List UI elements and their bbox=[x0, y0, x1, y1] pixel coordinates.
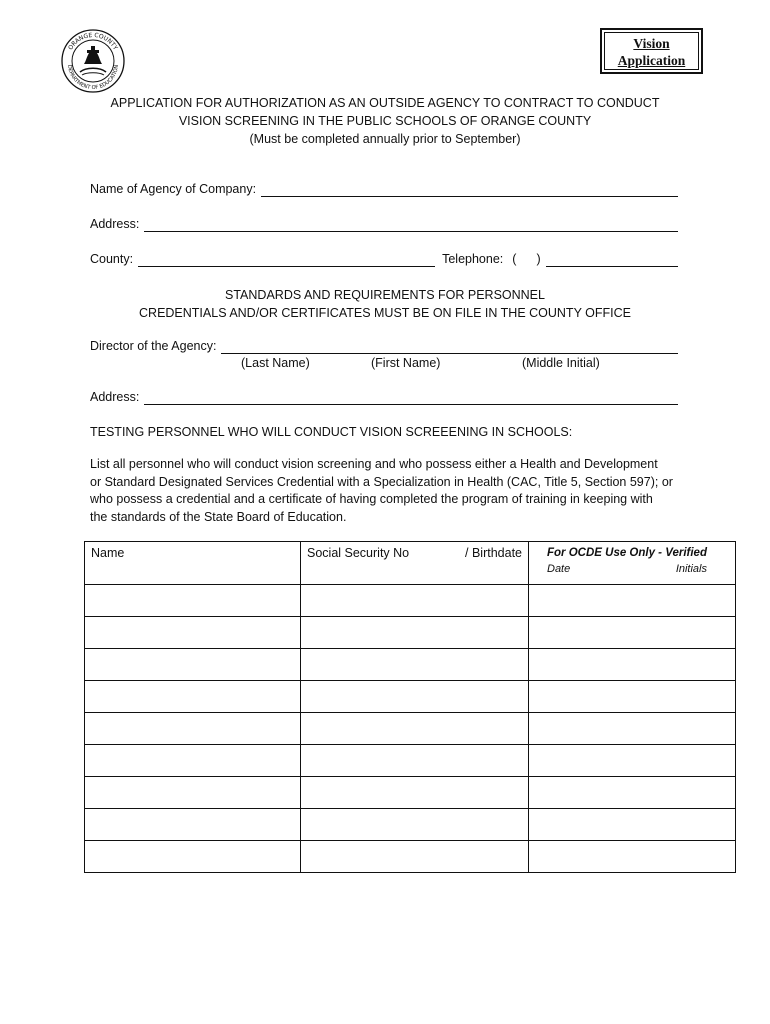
ocde-title: For OCDE Use Only - Verified bbox=[547, 547, 707, 559]
ssn-birthdate-cell[interactable] bbox=[301, 809, 529, 841]
ssn-birthdate-cell[interactable] bbox=[301, 713, 529, 745]
instructions-paragraph bbox=[90, 456, 680, 526]
instructions-line-1: List all personnel who will conduct vision screening and who possess either a Health and Development bbox=[90, 457, 658, 471]
ssn-birthdate-cell[interactable] bbox=[301, 745, 529, 777]
instructions-line-3: who possess a credential and a certificate of having completed the program of training in keeping with bbox=[90, 492, 653, 506]
badge-line-2: Application bbox=[617, 53, 686, 68]
director-address-label: Address: bbox=[90, 390, 140, 404]
table-row bbox=[85, 745, 736, 777]
director-row bbox=[90, 338, 678, 354]
ssn-header: Social Security No bbox=[307, 546, 410, 560]
ssn-birthdate-cell[interactable] bbox=[301, 681, 529, 713]
ocde-verified-cell[interactable] bbox=[529, 681, 736, 713]
director-address-field[interactable] bbox=[144, 393, 678, 405]
ocde-initials-label: Initials bbox=[675, 563, 707, 575]
table-row bbox=[85, 841, 736, 873]
name-cell[interactable] bbox=[85, 777, 301, 809]
telephone-open-paren: ( bbox=[512, 252, 517, 266]
ocde-verified-cell[interactable] bbox=[529, 713, 736, 745]
address-label: Address: bbox=[90, 217, 140, 231]
name-cell[interactable] bbox=[85, 649, 301, 681]
first-name-caption: (First Name) bbox=[371, 356, 441, 370]
county-telephone-row bbox=[90, 251, 678, 267]
title-line-1: APPLICATION FOR AUTHORIZATION AS AN OUTSIDE AGENCY TO CONTRACT TO CONDUCT bbox=[110, 96, 660, 110]
name-cell[interactable] bbox=[85, 745, 301, 777]
standards-line-2: CREDENTIALS AND/OR CERTIFICATES MUST BE ON FILE IN THE COUNTY OFFICE bbox=[139, 306, 631, 320]
standards-line-1: STANDARDS AND REQUIREMENTS FOR PERSONNEL bbox=[225, 288, 545, 302]
name-cell[interactable] bbox=[85, 617, 301, 649]
name-cell[interactable] bbox=[85, 585, 301, 617]
ocde-verified-cell[interactable] bbox=[529, 841, 736, 873]
ssn-birthdate-cell[interactable] bbox=[301, 777, 529, 809]
ocde-date-label: Date bbox=[547, 563, 571, 575]
director-address-row bbox=[90, 389, 678, 405]
last-name-caption: (Last Name) bbox=[241, 356, 310, 370]
title-line-2: VISION SCREENING IN THE PUBLIC SCHOOLS OF ORANGE COUNTY bbox=[178, 114, 592, 128]
name-cell[interactable] bbox=[85, 841, 301, 873]
birthdate-header: / Birthdate bbox=[465, 546, 522, 560]
ocde-verified-cell[interactable] bbox=[529, 745, 736, 777]
county-field[interactable] bbox=[138, 255, 435, 267]
table-row bbox=[85, 617, 736, 649]
telephone-close-paren: ) bbox=[536, 252, 541, 266]
director-label: Director of the Agency: bbox=[90, 339, 217, 353]
agency-name-row bbox=[90, 181, 678, 197]
table-header-row bbox=[85, 542, 736, 585]
name-cell[interactable] bbox=[85, 681, 301, 713]
middle-initial-caption: (Middle Initial) bbox=[522, 356, 600, 370]
director-field[interactable] bbox=[221, 342, 678, 354]
county-seal-logo bbox=[60, 28, 126, 94]
form-title bbox=[0, 94, 770, 148]
county-label: County: bbox=[90, 252, 134, 266]
agency-name-field[interactable] bbox=[261, 185, 678, 197]
ssn-birthdate-cell[interactable] bbox=[301, 617, 529, 649]
standards-heading bbox=[0, 286, 770, 322]
ocde-verified-cell[interactable] bbox=[529, 585, 736, 617]
table-row bbox=[85, 585, 736, 617]
name-cell[interactable] bbox=[85, 809, 301, 841]
table-row bbox=[85, 809, 736, 841]
seal-bottom-text: DEPARTMENT OF EDUCATION bbox=[65, 64, 121, 92]
ssn-birthdate-header bbox=[301, 542, 529, 585]
ocde-verified-cell[interactable] bbox=[529, 777, 736, 809]
address-row bbox=[90, 216, 678, 232]
title-line-3: (Must be completed annually prior to September) bbox=[249, 132, 521, 146]
ocde-verified-cell[interactable] bbox=[529, 617, 736, 649]
testing-personnel-heading: TESTING PERSONNEL WHO WILL CONDUCT VISION SCREEENING IN SCHOOLS: bbox=[90, 425, 573, 439]
ssn-birthdate-cell[interactable] bbox=[301, 841, 529, 873]
telephone-label: Telephone: bbox=[442, 252, 504, 266]
ocde-verified-cell[interactable] bbox=[529, 649, 736, 681]
seal-top-text: ORANGE COUNTY bbox=[67, 31, 119, 52]
table-row bbox=[85, 713, 736, 745]
table-row bbox=[85, 649, 736, 681]
name-header: Name bbox=[85, 542, 301, 585]
table-row bbox=[85, 681, 736, 713]
instructions-line-2: or Standard Designated Services Credential with a Specialization in Health (CAC, Title 5, Section 597); or bbox=[90, 474, 673, 489]
ssn-birthdate-cell[interactable] bbox=[301, 585, 529, 617]
personnel-table bbox=[84, 541, 736, 873]
ocde-header bbox=[529, 542, 736, 585]
telephone-field[interactable] bbox=[546, 255, 678, 267]
table-row bbox=[85, 777, 736, 809]
instructions-line-4: the standards of the State Board of Education. bbox=[90, 509, 347, 524]
vision-application-badge bbox=[600, 28, 703, 74]
address-field[interactable] bbox=[144, 220, 678, 232]
ocde-verified-cell[interactable] bbox=[529, 809, 736, 841]
badge-line-1: Vision bbox=[633, 36, 670, 51]
agency-name-label: Name of Agency of Company: bbox=[90, 182, 257, 196]
ssn-birthdate-cell[interactable] bbox=[301, 649, 529, 681]
name-cell[interactable] bbox=[85, 713, 301, 745]
